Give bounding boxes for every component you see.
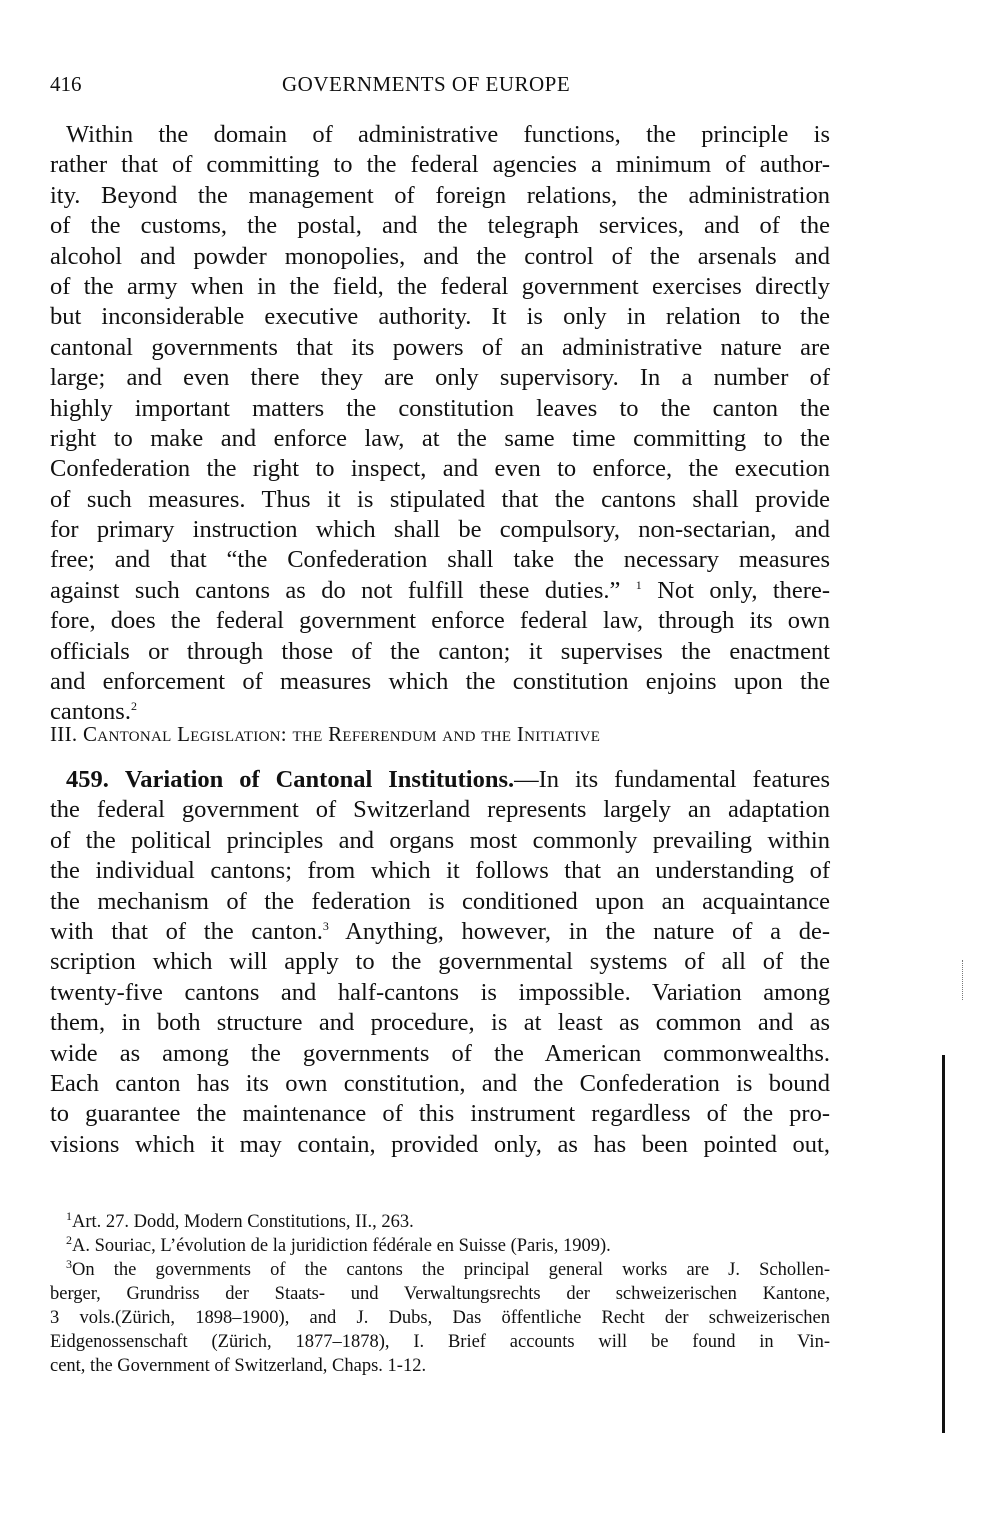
footnote-line: [50, 1234, 830, 1258]
text-span: wide as among the governments of the American commonwealths.: [50, 1039, 830, 1067]
text-line: [50, 150, 830, 180]
text-line: [50, 333, 830, 363]
text-line: [50, 795, 830, 825]
text-line: [50, 887, 830, 917]
text-line: [50, 637, 830, 667]
footnote-text: Eidgenossenschaft (Zürich, 1877–1878), I. Brief accounts will be found in Vin-: [50, 1332, 830, 1352]
footnote-ref: 2: [66, 1232, 72, 1247]
text-span: of such measures. Thus it is stipulated that the cantons shall provide: [50, 485, 830, 513]
footnote-ref: 3: [322, 918, 329, 933]
footnote-line: [50, 1210, 830, 1234]
text-span: Within the domain of administrative functions, the principle is: [66, 121, 830, 148]
text-span: of the political principles and organs most commonly prevailing within: [50, 826, 830, 854]
text-span: visions which it may contain, provided only, as has been pointed out,: [50, 1130, 830, 1158]
text-span: and enforcement of measures which the constitution enjoins upon the: [50, 668, 830, 696]
footnote-text: A. Souriac, L’évolution de la juridiction fédérale en Suisse (Paris, 1909).: [72, 1236, 611, 1256]
paragraph-administrative-functions: [50, 120, 830, 728]
text-span: of the army when in the field, the federal government exercises directly: [50, 272, 830, 300]
footnote-ref: 2: [130, 699, 137, 714]
text-line: [50, 826, 830, 856]
text-line: [50, 1130, 830, 1160]
text-line: [50, 454, 830, 484]
text-span: rather that of committing to the federal agencies a minimum of author-: [50, 151, 830, 179]
text-line: [50, 302, 830, 332]
text-line: [50, 242, 830, 272]
text-line: [50, 856, 830, 886]
text-line: [50, 917, 830, 947]
text-span: for primary instruction which shall be compulsory, non-sectarian, and: [50, 516, 830, 544]
text-line: [50, 576, 830, 606]
text-line: [50, 120, 830, 150]
text-span: Not only, there-: [641, 576, 830, 604]
footnote-line: [50, 1354, 830, 1378]
text-span: the federal government of Switzerland represents largely an adaptation: [50, 796, 830, 824]
footnote-text: Art. 27. Dodd, Modern Constitutions, II., 263.: [72, 1212, 414, 1232]
scan-mark: [962, 960, 964, 1000]
text-line: [50, 667, 830, 697]
text-span: highly important matters the constitution leaves to the canton the: [50, 394, 830, 422]
text-span: twenty-five cantons and half-cantons is impossible. Variation among: [50, 978, 830, 1006]
footnote-line: [50, 1330, 830, 1354]
text-line: [50, 978, 830, 1008]
text-line: [50, 211, 830, 241]
footnote-text: cent, the Government of Switzerland, Chaps. 1-12.: [50, 1356, 427, 1376]
text-span: to guarantee the maintenance of this instrument regardless of the pro-: [50, 1100, 830, 1128]
text-span: Each canton has its own constitution, and the Confederation is bound: [50, 1069, 830, 1097]
footnote-line: [50, 1258, 830, 1282]
section-title: Cantonal Legislation: the Referendum and the Initiative: [83, 722, 601, 746]
text-span: fore, does the federal government enforce federal law, through its own: [50, 607, 830, 635]
text-span: cantons.: [50, 698, 131, 726]
text-span: —In its fundamental features: [514, 766, 831, 793]
footnote-ref: 3: [66, 1256, 72, 1271]
footnotes: [50, 1210, 830, 1378]
text-line: [50, 394, 830, 424]
text-line: [50, 485, 830, 515]
text-line: [50, 545, 830, 575]
section-subtitle: Variation of Cantonal Institutions.: [124, 766, 515, 793]
text-line: [50, 1069, 830, 1099]
text-span: the mechanism of the federation is conditioned upon an acquaintance: [50, 887, 830, 915]
footnote-ref: 1: [635, 577, 642, 592]
paragraph-variation-cantonal-institutions: [50, 765, 830, 1160]
text-line: [50, 272, 830, 302]
text-span: large; and even there they are only supervisory. In a number of: [50, 364, 830, 392]
text-line: [50, 606, 830, 636]
text-line: [50, 181, 830, 211]
footnote-line: [50, 1306, 830, 1330]
text-span: them, in both structure and procedure, is at least as common and as: [50, 1009, 830, 1037]
text-span: right to make and enforce law, at the same time committing to the: [50, 424, 830, 452]
text-span: Confederation the right to inspect, and even to enforce, the execution: [50, 455, 830, 483]
text-line: [50, 1039, 830, 1069]
footnote-text: berger, Grundriss der Staats- und Verwaltungsrechts der schweizerischen Kantone,: [50, 1284, 830, 1304]
section-number: 459.: [66, 766, 109, 793]
text-span: cantonal governments that its powers of an administrative nature are: [50, 333, 830, 361]
text-line: [50, 515, 830, 545]
text-span: free; and that “the Confederation shall take the necessary measures: [50, 546, 830, 574]
text-line: [50, 363, 830, 393]
footnote-text: 3 vols.(Zürich, 1898–1900), and J. Dubs, Das öffentliche Recht der schweizerischen: [50, 1308, 830, 1328]
text-span: officials or through those of the canton; it supervises the enactment: [50, 637, 830, 665]
text-line: [50, 765, 830, 795]
section-heading: [50, 722, 830, 747]
text-span: Anything, however, in the nature of a de-: [328, 917, 830, 945]
margin-bar: [942, 1055, 945, 1433]
page-number: 416: [50, 72, 82, 96]
text-line: [50, 424, 830, 454]
running-title: GOVERNMENTS OF EUROPE: [282, 72, 571, 96]
text-span: scription which will apply to the governmental systems of all of the: [50, 948, 830, 976]
footnote-ref: 1: [66, 1208, 72, 1223]
text-span: but inconsiderable executive authority. It is only in relation to the: [50, 303, 830, 331]
text-line: [50, 1099, 830, 1129]
footnote-line: [50, 1282, 830, 1306]
footnote-text: On the governments of the cantons the principal general works are J. Schollen-: [72, 1260, 830, 1280]
text-span: against such cantons as do not fulfill these duties.”: [50, 576, 621, 604]
text-span: alcohol and powder monopolies, and the control of the arsenals and: [50, 242, 830, 270]
text-span: with that of the canton.: [50, 917, 323, 945]
text-span: ity. Beyond the management of foreign relations, the administration: [50, 181, 830, 209]
text-span: the individual cantons; from which it follows that an understanding of: [50, 857, 830, 885]
section-numeral: III.: [50, 722, 78, 746]
text-line: [50, 1008, 830, 1038]
text-line: [50, 947, 830, 977]
text-span: of the customs, the postal, and the telegraph services, and of the: [50, 212, 830, 240]
